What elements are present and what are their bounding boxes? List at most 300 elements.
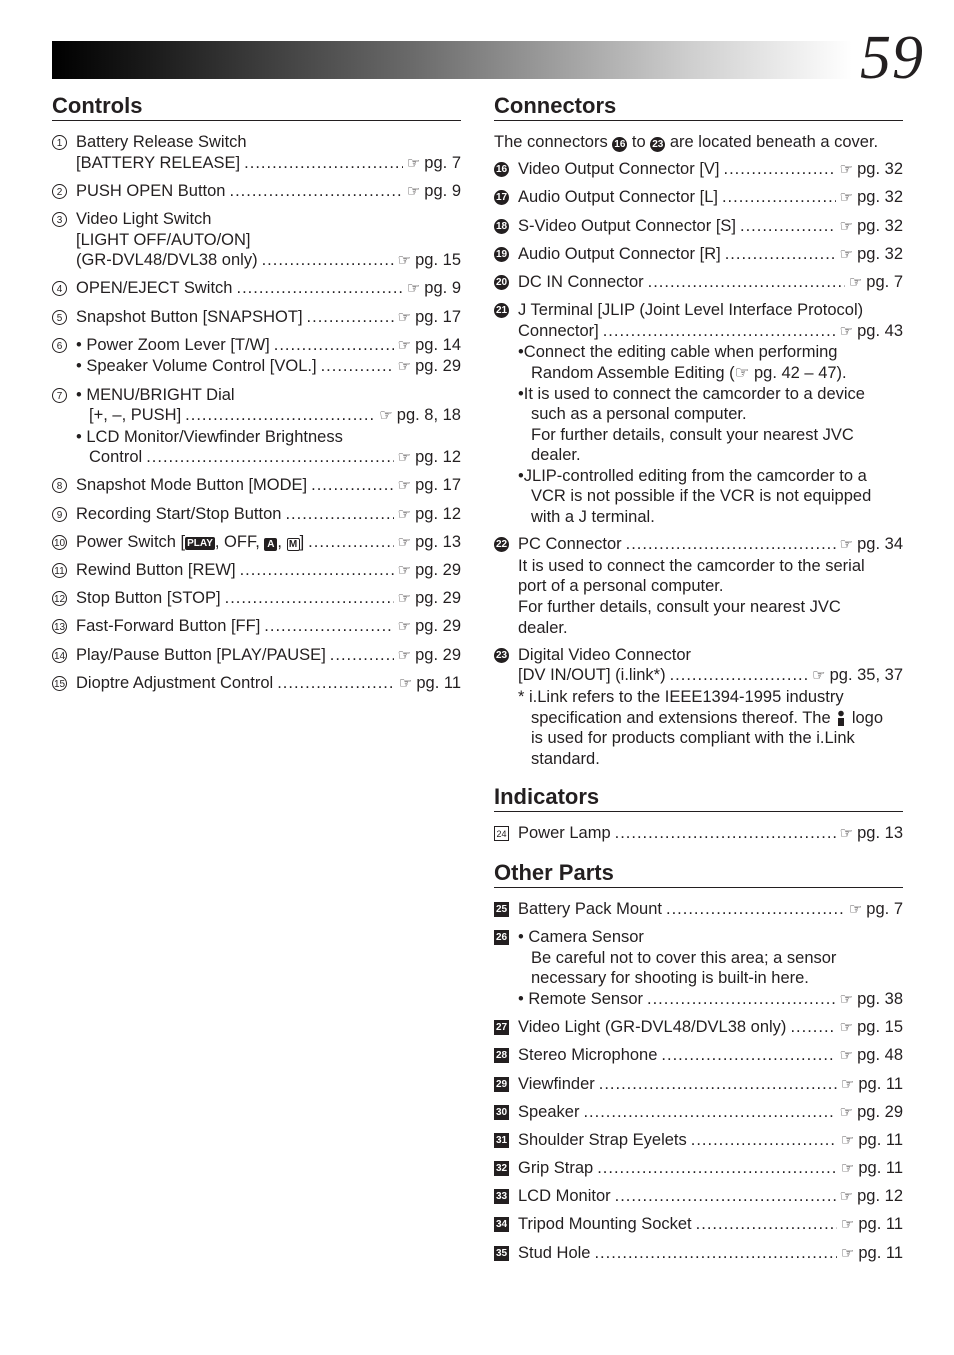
other-part-item [494,1214,903,1236]
other-part-item [494,1017,903,1039]
ref-line [76,181,461,203]
item-marker: 12 [52,591,67,606]
item-label: Dioptre Adjustment Control [76,673,274,692]
item-marker: 27 [495,1022,508,1034]
leader-dots [647,989,836,1010]
remote-sensor-label: Remote Sensor [528,989,644,1008]
ref-line [518,159,903,181]
item-label: Shoulder Strap Eyelets [518,1130,687,1149]
pc-connector-ref-line [518,534,903,556]
pointing-hand-icon: ☞ [397,505,412,523]
pointing-hand-icon: ☞ [840,1075,855,1093]
dv-note-line4: standard. [531,749,600,768]
pointing-hand-icon: ☞ [839,990,854,1008]
leader-dots [321,356,394,377]
leader-dots [262,250,394,271]
item-label: Recording Start/Stop Button [76,504,282,523]
page-ref-text: pg. 15 [857,1018,903,1037]
j-terminal-label: Connector] [518,321,599,340]
item-label: Battery Pack Mount [518,899,662,918]
j-terminal-note-line: VCR is not possible if the VCR is not equipped [531,487,872,506]
leader-dots [724,159,836,180]
page-ref-text: pg. 11 [858,1159,903,1178]
bullet-line: • LCD Monitor/Viewfinder Brightness [76,427,343,446]
item-marker: 21 [495,305,508,317]
intro-prefix: The connectors [494,133,608,151]
pointing-hand-icon: ☞ [406,280,421,298]
page-ref [398,447,461,469]
ref-line [76,335,461,357]
ref-line [518,1074,903,1096]
ref-line [518,1045,903,1067]
ref-line [76,673,461,695]
ref-line [76,616,461,638]
item-label: PUSH OPEN Button [76,181,226,200]
page-ref: ☞ pg. 43 [839,321,903,340]
page-ref [398,250,461,272]
page-ref-text: pg. 29 [415,589,461,608]
page-ref-text: pg. 9 [424,181,461,200]
page-ref-text: pg. 14 [415,335,461,354]
item-marker: 8 [52,478,67,493]
bullet-line: • MENU/BRIGHT Dial [76,385,235,404]
pointing-hand-icon: ☞ [840,1244,855,1262]
leader-dots [670,665,809,686]
ref-line [76,405,461,427]
pc-desc-line: dealer. [518,618,568,637]
j-terminal-notes [518,342,903,527]
leader-dots [740,216,836,237]
ref-line [518,1243,903,1265]
control-item [52,645,461,667]
leader-dots [264,616,393,637]
pointing-hand-icon: ☞ [397,449,412,467]
header-gradient-bar [52,41,852,79]
pointing-hand-icon: ☞ [839,1188,854,1206]
i-link-logo [837,710,845,726]
leader-dots [330,645,394,666]
leader-dots [146,447,393,468]
dv-note-line2: specification and extensions thereof. The logo [531,708,884,727]
page-ref-text: pg. 11 [858,1215,903,1234]
right-column [494,92,903,1264]
page-ref-text: pg. 29 [415,645,461,664]
item-marker: 1 [52,135,67,150]
page-ref: ☞ pg. 35, 37 [812,666,903,685]
control-item [52,209,461,272]
page-ref [398,356,461,378]
item-label: Stop Button [STOP] [76,589,221,608]
j-terminal-note-line: such as a personal computer. [531,405,747,424]
ref-line [518,216,903,238]
control-item [52,278,461,300]
dv-connector-item [494,645,903,770]
pointing-hand-icon: ☞ [848,900,863,918]
ref-line [518,1130,903,1152]
pointing-hand-icon: ☞ [397,618,412,636]
other-part-item [494,899,903,921]
control-item [52,132,461,174]
control-item [52,181,461,203]
item-label: Speaker [518,1102,580,1121]
page-ref [398,645,461,667]
j-terminal-note-line: •JLIP-controlled editing from the camcorder to a [518,466,867,485]
leader-dots [615,1186,836,1207]
dv-note-line3: is used for products compliant with the i.Link [531,729,855,748]
page-ref [398,560,461,582]
power-switch-line [76,532,461,554]
leader-dots [661,1045,835,1066]
leader-dots [285,504,393,525]
item-marker: 2 [52,184,67,199]
item-line: [LIGHT OFF/AUTO/ON] [76,230,251,249]
control-bullet [76,356,461,378]
control-item [52,673,461,695]
item-label: Audio Output Connector [L] [518,188,718,207]
ref-line [76,250,461,272]
page-ref-text: pg. 11 [416,673,461,692]
item-marker: 22 [495,539,508,551]
item-label: Viewfinder [518,1074,595,1093]
item-label: DC IN Connector [518,272,644,291]
page-ref [407,278,461,300]
ref-line [518,244,903,266]
page-ref-text: pg. 12 [857,1187,903,1206]
page-ref [840,1186,903,1208]
other-part-item [494,1243,903,1265]
page-ref-text: pg. 29 [857,1102,903,1121]
item-label: • Speaker Volume Control [VOL.] [76,357,317,376]
ref-line [518,1102,903,1124]
j-terminal-note-line: •It is used to connect the camcorder to a device [518,384,865,403]
ref-line [76,475,461,497]
control-item [52,616,461,638]
page-ref [840,187,903,209]
control-bullet [76,335,461,357]
page-ref [398,504,461,526]
item-label: S-Video Output Connector [S] [518,216,736,235]
leader-dots [599,1074,837,1095]
j-terminal-line1: J Terminal [JLIP (Joint Level Interface Protocol) [518,301,864,320]
page-ref-text: pg. 12 [415,504,461,523]
item-label: Stud Hole [518,1243,591,1262]
leader-dots [307,307,394,328]
page-ref [841,1130,903,1152]
item-marker: 17 [495,192,508,204]
page-ref [841,1214,903,1236]
item-marker: 25 [495,903,508,915]
controls-column [52,92,461,694]
item-marker: 7 [52,388,67,403]
camera-desc-line: Be careful not to cover this area; a sensor [531,948,837,967]
page-ref [840,1017,903,1039]
page-ref-text: pg. 12 [415,448,461,467]
leader-dots [790,1017,835,1038]
pointing-hand-icon: ☞ [839,536,854,554]
connectors-intro [494,132,903,153]
dv-note-line1: * i.Link refers to the IEEE1394-1995 industry [518,688,844,706]
page-ref-text: pg. 15 [415,251,461,270]
page-ref [840,159,903,181]
page-ref: ☞ pg. 38 [839,989,903,1008]
pointing-hand-icon: ☞ [398,674,413,692]
page-ref-text: pg. 17 [415,476,461,495]
leader-dots [648,272,845,293]
leader-dots [594,1243,836,1264]
page-ref [398,616,461,638]
page-ref [841,1074,903,1096]
ref-line [76,645,461,667]
j-terminal-ref-line [518,321,903,343]
page-ref-text: pg. 29 [415,617,461,636]
camera-sensor-bullet: • Camera Sensor [518,928,644,947]
page-ref [840,1045,903,1067]
control-bullet [76,385,461,427]
connector-item [494,244,903,266]
item-marker: 30 [495,1106,508,1118]
control-item [52,475,461,497]
leader-dots [236,278,402,299]
item-marker: 18 [495,220,508,232]
leader-dots [308,532,394,553]
page-ref-text: pg. 32 [857,216,903,235]
item-label: • Power Zoom Lever [T/W] [76,335,270,354]
pointing-hand-icon: ☞ [839,322,854,340]
indicators-heading: Indicators [494,783,903,812]
pointing-hand-icon: ☞ [397,590,412,608]
page-ref-text: pg. 7 [866,899,903,918]
pc-desc-line: It is used to connect the camcorder to the serial [518,556,865,575]
leader-dots [311,475,394,496]
controls-list [52,132,461,694]
page-ref-text: pg. 17 [415,307,461,326]
ref-line [76,278,461,300]
leader-dots [597,1158,837,1179]
page-ref-text: pg. 32 [857,188,903,207]
item-label: Play/Pause Button [PLAY/PAUSE] [76,645,326,664]
pointing-hand-icon: ☞ [839,189,854,207]
remote-sensor-line: • Remote Sensor ..... ☞ pg. 38 [518,989,903,1011]
power-switch-label: Power Switch [ PLAY , OFF, A , M ] [76,532,305,551]
page-ref-text: pg. 13 [415,532,461,551]
page-ref [398,475,461,497]
pointing-hand-icon: ☞ [397,252,412,270]
page-number: 59 [860,24,924,92]
item-marker: 16 [495,164,508,176]
item-label: [BATTERY RELEASE] [76,153,241,172]
ref-line [76,356,461,378]
item-label: Tripod Mounting Socket [518,1215,692,1234]
item-marker: 6 [52,338,67,353]
j-terminal-note-line: Random Assemble Editing (☞ pg. 42 – 47). [531,363,847,382]
item-marker: 13 [52,619,67,634]
pointing-hand-icon: ☞ [406,182,421,200]
manual-mode-icon: M [287,538,300,551]
item-label: Rewind Button [REW] [76,561,236,580]
leader-dots [626,534,836,555]
page-ref [379,405,461,427]
pointing-hand-icon: ☞ [840,1160,855,1178]
item-marker: 35 [495,1247,508,1259]
page-ref-text: pg. 7 [424,153,461,172]
leader-dots [244,153,403,174]
page-ref [407,153,461,175]
page-ref-text: pg. 9 [424,279,461,298]
control-item [52,307,461,329]
page-ref-text: pg. 29 [415,357,461,376]
page-ref [398,335,461,357]
control-item [52,588,461,610]
pointing-hand-icon: ☞ [840,1131,855,1149]
page-ref-text: pg. 8, 18 [396,406,461,425]
item-marker: 28 [495,1050,508,1062]
item-marker: 14 [52,648,67,663]
item-label: Control [89,448,143,467]
page-ref [398,307,461,329]
page-ref-text: pg. 32 [857,244,903,263]
item-marker: 19 [495,248,508,260]
pc-connector-label: PC Connector [518,535,622,554]
page-ref [840,823,903,845]
pointing-hand-icon: ☞ [397,646,412,664]
play-mode-icon: PLAY [187,537,213,549]
page-ref [840,244,903,266]
item-label: Snapshot Mode Button [MODE] [76,476,308,495]
page-ref-text: pg. 32 [857,160,903,179]
indicators-list [494,823,903,845]
j-terminal-note-line: with a J terminal. [531,508,655,527]
other-part-item [494,1158,903,1180]
camera-sensor-item [494,927,903,1010]
pointing-hand-icon: ☞ [397,308,412,326]
leader-dots [583,1102,835,1123]
other-part-item [494,1102,903,1124]
camera-sensor-description [518,948,903,989]
leader-dots [274,335,394,356]
other-parts-heading: Other Parts [494,859,903,888]
page-ref [849,899,903,921]
dv-line1: Digital Video Connector [518,645,692,664]
ref-line [518,272,903,294]
leader-dots [725,244,836,265]
page-ref: ☞ pg. 34 [839,535,903,554]
pointing-hand-icon: ☞ [397,562,412,580]
leader-dots [240,560,394,581]
other-part-item [494,1045,903,1067]
other-part-item [494,1130,903,1152]
leader-dots [225,588,394,609]
page-ref [841,1243,903,1265]
page-ref-text: pg. 11 [858,1074,903,1093]
pointing-hand-icon: ☞ [840,1216,855,1234]
pointing-hand-icon: ☞ [839,1103,854,1121]
ref-line [518,1158,903,1180]
item-marker: 31 [495,1134,508,1146]
leader-dots [277,673,395,694]
control-item [52,385,461,469]
pc-connector-description [518,556,903,638]
item-label: Power Lamp [518,824,611,843]
page-ref-text: pg. 48 [857,1046,903,1065]
item-label: LCD Monitor [518,1187,611,1206]
item-marker: 29 [495,1078,508,1090]
other-part-item [494,1186,903,1208]
pointing-hand-icon: ☞ [812,667,826,685]
page-ref-text: pg. 11 [858,1130,903,1149]
control-item [52,335,461,378]
item-marker: 20 [495,276,508,288]
camera-desc-line: necessary for shooting is built-in here. [531,969,809,988]
ref-line [518,1214,903,1236]
item-marker: 15 [52,676,67,691]
connector-item [494,159,903,181]
page-ref [407,181,461,203]
page-ref [399,673,461,695]
leader-dots [603,321,836,342]
pointing-hand-icon: ☞ [839,1047,854,1065]
ref-line [518,899,903,921]
page-ref-text: pg. 29 [415,561,461,580]
pc-desc-line: For further details, consult your nearest JVC [518,598,841,617]
pointing-hand-icon: ☞ [839,1019,854,1037]
item-marker: 34 [495,1219,508,1231]
pointing-hand-icon: ☞ [839,245,854,263]
item-label: Grip Strap [518,1159,594,1178]
control-bullet [76,427,461,469]
leader-dots [615,823,836,844]
other-parts-list-a [494,899,903,921]
intro-to-word: to [631,133,646,151]
pointing-hand-icon: ☞ [397,358,412,376]
control-item [52,532,461,554]
page-ref [840,216,903,238]
item-marker: 5 [52,310,67,325]
pointing-hand-icon: ☞ [839,217,854,235]
leader-dots [185,405,375,426]
page-ref [398,532,461,554]
item-label: Snapshot Button [SNAPSHOT] [76,307,303,326]
pc-connector-item [494,534,903,638]
item-label: Stereo Microphone [518,1046,658,1065]
ref-line [76,504,461,526]
leader-dots [696,1214,837,1235]
pointing-hand-icon: ☞ [397,533,412,551]
item-label: Fast-Forward Button [FF] [76,617,261,636]
item-line: Battery Release Switch [76,133,247,151]
item-label: Audio Output Connector [R] [518,244,721,263]
j-terminal-item [494,300,903,528]
ref-line [76,153,461,175]
ref-line [518,1017,903,1039]
item-line: Video Light Switch [76,209,212,228]
leader-dots [229,181,402,202]
pointing-hand-icon: ☞ [839,161,854,179]
j-terminal-note-line: •Connect the editing cable when performing [518,343,838,362]
pointing-hand-icon: ☞ [379,407,393,425]
item-marker: 10 [52,535,67,550]
item-label: OPEN/EJECT Switch [76,279,233,298]
leader-dots [722,187,836,208]
controls-heading: Controls [52,92,461,121]
item-marker: 9 [52,507,67,522]
page-ref [840,1102,903,1124]
item-label: (GR-DVL48/DVL38 only) [76,251,258,270]
connectors-heading: Connectors [494,92,903,121]
item-marker: 4 [52,281,67,296]
ref-line [76,560,461,582]
leader-dots [691,1130,837,1151]
item-marker: 23 [495,649,508,661]
